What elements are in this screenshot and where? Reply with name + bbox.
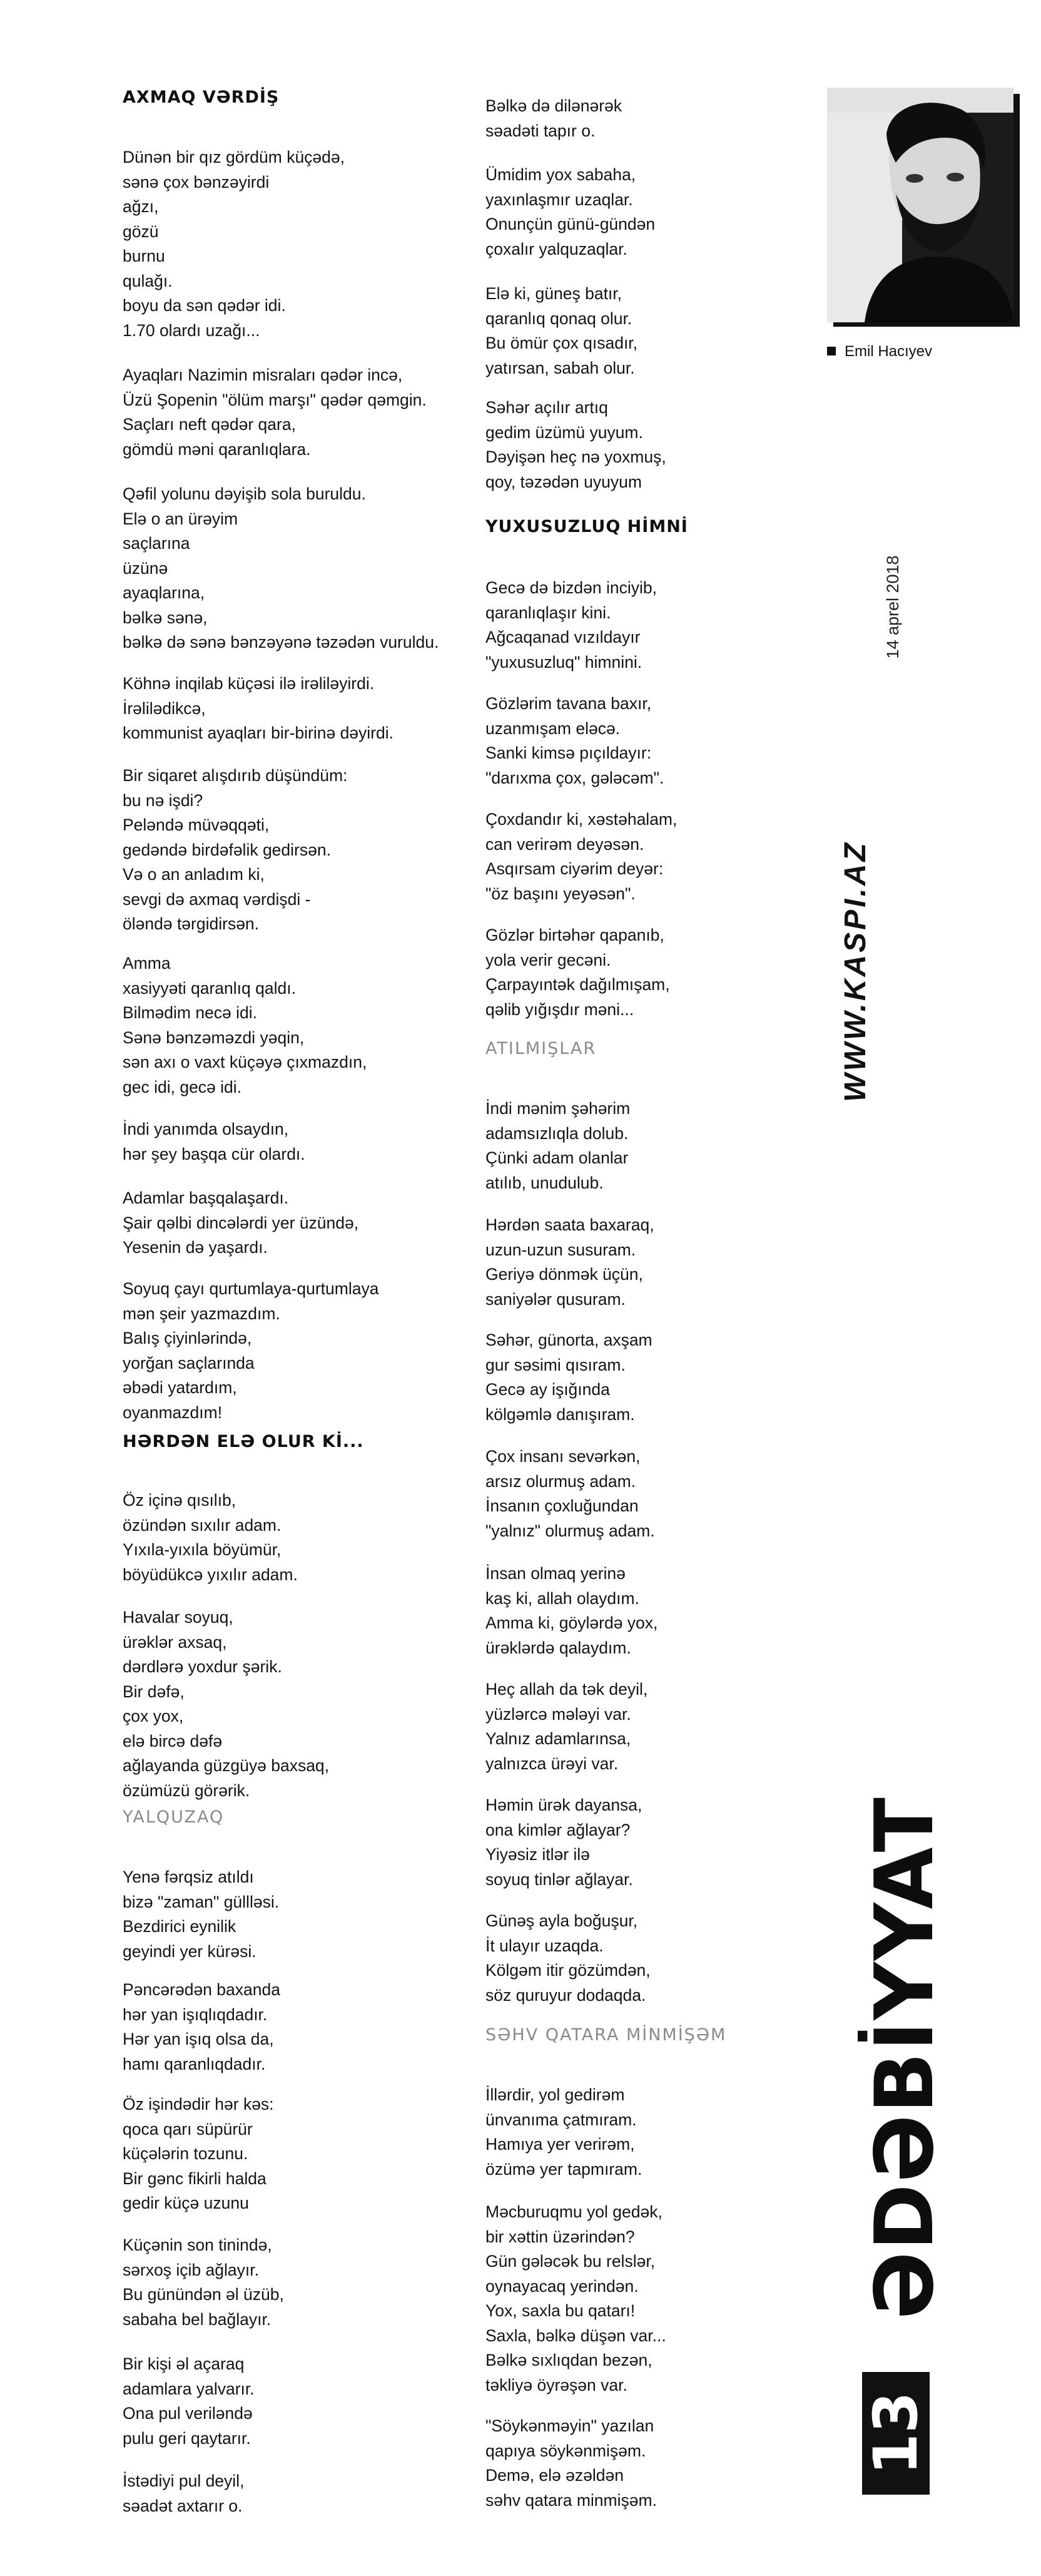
site-url: WWW.KASPI.AZ xyxy=(839,841,872,1102)
poem-line: qoca qarı süpürür xyxy=(123,2119,253,2139)
poem-line: "Söykənməyin" yazılan xyxy=(485,2416,654,2435)
stanza xyxy=(485,1909,651,2008)
poem-line: öləndə tərgidirsən. xyxy=(123,914,260,933)
poem-line: Heç allah da tək deyil, xyxy=(485,1680,648,1699)
poem-line: gözü xyxy=(123,222,159,241)
poem-line: Ayaqları Nazimin misraları qədər incə, xyxy=(123,365,403,384)
poem-line: Dəyişən heç nə yoxmuş, xyxy=(485,447,666,466)
poem-line: kaş ki, allah olaydım. xyxy=(485,1588,639,1608)
poem-line: Gözlərim tavana baxır, xyxy=(485,694,652,713)
poem-line: ağzı, xyxy=(123,197,159,216)
poem-line: Gecə ay işığında xyxy=(485,1380,610,1399)
poem-line: qəlib yığışdır məni... xyxy=(485,999,634,1019)
stanza xyxy=(485,2083,642,2182)
poem-line: Saxla, bəlkə düşən var... xyxy=(485,2326,666,2345)
poem-line: Asqırsam ciyərim deyər: xyxy=(485,859,664,878)
poem-line: qaranlıq qonaq olur. xyxy=(485,309,632,328)
poem-line: bu nə işdi? xyxy=(123,790,203,810)
poem-line: Çox insanı sevərkən, xyxy=(485,1447,641,1466)
poem-line: gedim üzümü yuyum. xyxy=(485,422,643,442)
poem-line: oyanmazdım! xyxy=(123,1403,223,1422)
poem-line: hər şey başqa cür olardı. xyxy=(123,1144,305,1163)
poem-line: kommunist ayaqları bir-birinə dəyirdi. xyxy=(123,723,394,742)
poem-line: qaranlıqlaşır kini. xyxy=(485,603,611,622)
poem-line: Dünən bir qız gördüm küçədə, xyxy=(123,148,345,166)
stanza xyxy=(485,1677,647,1776)
stanza xyxy=(485,692,664,790)
poem-line: özümə yer tapmıram. xyxy=(485,2159,642,2179)
poem-line: Saçları neft qədər qara, xyxy=(123,415,296,434)
section-title: ƏDƏBİYYAT xyxy=(858,1796,952,2320)
poem-line: söz quruyur dodaqda. xyxy=(485,1985,646,2005)
poem-line: Hər yan işıq olsa da, xyxy=(123,2030,274,2048)
poem-line: Bəlkə də dilənərək xyxy=(485,96,622,115)
poem-line: boyu da sən qədər idi. xyxy=(123,296,286,315)
poem-title: AXMAQ VƏRDİŞ xyxy=(123,88,280,107)
author-caption xyxy=(827,343,932,360)
poem-line: üzünə xyxy=(123,558,168,578)
poem-line: hər yan işıqlıqdadır. xyxy=(123,2005,268,2024)
poem-title: SƏHV QATARA MİNMİŞƏM xyxy=(485,2025,727,2045)
stanza xyxy=(123,951,367,1100)
portrait-photo-icon xyxy=(827,88,1013,322)
poem-line: Adamlar başqalaşardı. xyxy=(123,1188,289,1207)
poem-line: uzun-uzun susuram. xyxy=(485,1240,636,1259)
poem-line: gedəndə birdəfəlik gedirsən. xyxy=(123,840,331,859)
poem-line: Bir siqaret alışdırıb düşündüm: xyxy=(123,766,348,785)
stanza xyxy=(485,2414,657,2513)
stanza xyxy=(485,282,637,381)
poem-line: Hərdən saata baxaraq, xyxy=(485,1215,654,1234)
poem-line: atılıb, unudulub. xyxy=(485,1173,604,1192)
poem-line: bizə "zaman" güllləsi. xyxy=(123,1892,280,1911)
poem-line: gec idi, gecə idi. xyxy=(123,1077,242,1096)
stanza xyxy=(123,764,347,937)
poem-line: küçələrin tozunu. xyxy=(123,2144,248,2163)
stanza xyxy=(485,576,657,675)
poem-line: Balış çiyinlərində, xyxy=(123,1329,252,1347)
poem-line: Soyuq çayı qurtumlaya-qurtumlaya xyxy=(123,1279,379,1298)
poem-line: mən şeir yazmazdım. xyxy=(123,1304,280,1323)
stanza xyxy=(123,1186,358,1260)
poem-line: geyindi yer kürəsi. xyxy=(123,1941,256,1961)
stanza xyxy=(485,923,670,1022)
poem-line: Demə, elə əzəldən xyxy=(485,2466,624,2485)
issue-date: 14 aprel 2018 xyxy=(883,555,902,659)
poem-line: Yalnız adamlarınsa, xyxy=(485,1729,631,1748)
poem-line: İndi mənim şəhərim xyxy=(485,1099,631,1118)
poem-line: burnu xyxy=(123,247,165,265)
poem-line: "darıxma çox, gələcəm". xyxy=(485,768,664,787)
poem-title: YUXUSUZLUQ HİMNİ xyxy=(485,517,688,536)
stanza xyxy=(485,1096,630,1195)
poem-line: Həmin ürək dayansa, xyxy=(485,1796,642,1814)
poem-line: təkliyə öyrəşən var. xyxy=(485,2375,627,2395)
author-name: Emil Hacıyev xyxy=(845,343,933,360)
stanza xyxy=(123,2092,274,2216)
poem-line: Hamıya yer verirəm, xyxy=(485,2135,635,2154)
poem-line: Yiyəsiz itlər ilə xyxy=(485,1845,590,1864)
poem-line: hamı qaranlıqdadır. xyxy=(123,2054,266,2073)
poem-line: səadəti tapır o. xyxy=(485,121,596,140)
poem-line: Amma ki, göylərdə yox, xyxy=(485,1613,658,1632)
poem-line: adamlara yalvarır. xyxy=(123,2379,255,2398)
stanza xyxy=(123,482,439,655)
page-number-box xyxy=(862,2372,930,2495)
stanza xyxy=(123,2469,244,2518)
poem-line: sənə çox bənzəyirdi xyxy=(123,172,270,192)
poem-line: Elə ki, güneş batır, xyxy=(485,284,622,303)
page-number: 13 xyxy=(861,2391,931,2475)
poem-line: sən axı o vaxt küçəyə çıxmazdın, xyxy=(123,1053,367,1071)
poem-line: qapıya söykənmişəm. xyxy=(485,2441,646,2460)
poem-line: "yuxusuzluq" himnini. xyxy=(485,652,642,672)
poem-line: Ağcaqanad vızıldayır xyxy=(485,628,641,647)
poem-line: ünvanıma çatmıram. xyxy=(485,2110,637,2129)
poem-line: yatırsan, sabah olur. xyxy=(485,358,635,377)
poem-line: özümüzü görərik. xyxy=(123,1781,250,1800)
poem-line: əbədi yatardım, xyxy=(123,1378,237,1397)
poem-line: gedir küçə uzunu xyxy=(123,2194,249,2212)
poem-line: İnsan olmaq yerinə xyxy=(485,1564,626,1583)
poem-line: ona kimlər ağlayar? xyxy=(485,1820,631,1839)
stanza xyxy=(123,1117,305,1167)
poem-line: Küçənin son tinində, xyxy=(123,2236,272,2254)
poem-line: "yalnız" olurmuş adam. xyxy=(485,1521,655,1540)
poem-line: İrəlilədikcə, xyxy=(123,698,206,718)
poem-title: YALQUZAQ xyxy=(123,1807,225,1827)
poem-line: yorğan saçlarında xyxy=(123,1353,255,1372)
poem-line: Səhər, günorta, axşam xyxy=(485,1331,653,1349)
poem-line: özündən sıxılır adam. xyxy=(123,1515,282,1535)
poem-line: Onunçün günü-gündən xyxy=(485,215,656,233)
poem-line: Öz işindədir hər kəs: xyxy=(123,2095,274,2113)
stanza xyxy=(123,2233,284,2332)
poem-line: Gözlər birtəhər qapanıb, xyxy=(485,926,664,944)
poem-line: Çünki adam olanlar xyxy=(485,1148,629,1167)
poem-line: ayaqlarına, xyxy=(123,583,205,602)
poem-line: adamsızlıqla dolub. xyxy=(485,1123,629,1143)
poem-line: İstədiyi pul deyil, xyxy=(123,2471,245,2490)
poem-line: Bir gənc fikirli halda xyxy=(123,2169,267,2188)
poem-line: qulağı. xyxy=(123,271,173,290)
bullet-square-icon xyxy=(827,347,836,355)
poem-line: Yox, saxla bu qatarı! xyxy=(485,2301,636,2320)
poem-line: xasiyyəti qaranlıq qaldı. xyxy=(123,978,296,998)
stanza xyxy=(123,1978,280,2077)
poem-line: can verirəm deyəsən. xyxy=(485,834,644,854)
poem-line: oynayacaq yerindən. xyxy=(485,2276,639,2296)
poem-line: yüzlərcə mələyi var. xyxy=(485,1704,631,1724)
poem-line: İndi yanımda olsaydın, xyxy=(123,1120,289,1138)
poem-line: yaxınlaşmır uzaqlar. xyxy=(485,190,633,209)
poem-line: saçlarına xyxy=(123,534,190,553)
poem-line: arsız olurmuş adam. xyxy=(485,1471,636,1491)
stanza xyxy=(123,145,345,343)
poem-line: qoy, təzədən uyuyum xyxy=(485,472,642,491)
poem-line: Yıxıla-yıxıla böyümür, xyxy=(123,1540,282,1559)
poem-line: Elə o an ürəyim xyxy=(123,509,238,528)
poem-line: "öz başını yeyəsən". xyxy=(485,884,636,903)
poem-line: Bu günündən əl üzüb, xyxy=(123,2285,284,2304)
poem-line: Sənə bənzəməzdi yəqin, xyxy=(123,1028,305,1047)
poem-line: sevgi də axmaq vərdişdi - xyxy=(123,889,311,909)
poem-line: sabaha bel bağlayır. xyxy=(123,2309,272,2329)
poem-line: Geriyə dönmək üçün, xyxy=(485,1265,643,1284)
poem-line: gömdü məni qaranlıqlara. xyxy=(123,439,311,459)
stanza xyxy=(123,1488,298,1587)
poem-line: Günəş ayla boğuşur, xyxy=(485,1911,638,1930)
poem-line: Yesenin də yaşardı. xyxy=(123,1238,268,1257)
poem-line: Peləndə müvəqqəti, xyxy=(123,815,270,834)
poem-line: Səhər açılır artıq xyxy=(485,398,608,417)
poem-line: saniyələr qusuram. xyxy=(485,1289,626,1309)
poem-line: səadət axtarır o. xyxy=(123,2496,243,2515)
poem-line: Bu ömür çox qısadır, xyxy=(485,334,638,352)
poem-line: Bəlkə sıxlıqdan bezən, xyxy=(485,2351,653,2369)
poem-line: səhv qatara minmişəm. xyxy=(485,2490,657,2510)
poem-line: bir xəttin üzərindən? xyxy=(485,2227,635,2246)
poem-line: Havalar soyuq, xyxy=(123,1608,233,1627)
stanza xyxy=(485,1444,655,1543)
poem-line: ağlayanda güzgüyə baxsaq, xyxy=(123,1756,330,1775)
stanza xyxy=(123,1865,279,1964)
author-photo xyxy=(827,88,1013,322)
poem-line: Yenə fərqsiz atıldı xyxy=(123,1868,254,1886)
poem-line: Gün gələcək bu relslər, xyxy=(485,2252,656,2271)
poem-line: kölgəmlə danışıram. xyxy=(485,1404,635,1424)
poem-line: yola verir gecəni. xyxy=(485,950,611,969)
poem-line: Pəncərədən baxanda xyxy=(123,1980,280,1999)
poem-line: yalnızca ürəyi var. xyxy=(485,1754,619,1773)
poem-line: gur səsimi qısıram. xyxy=(485,1355,626,1374)
poem-line: İt ulayır uzaqda. xyxy=(485,1936,604,1955)
stanza xyxy=(485,94,622,143)
poem-line: uzanmışam eləcə. xyxy=(485,718,621,738)
poem-line: çox yox, xyxy=(123,1707,184,1725)
poem-line: Sanki kimsə pıçıldayır: xyxy=(485,744,652,762)
poem-line: İllərdir, yol gedirəm xyxy=(485,2085,625,2104)
stanza xyxy=(123,1605,329,1803)
poem-line: Şair qəlbi dincələrdi yer üzündə, xyxy=(123,1213,359,1232)
stanza xyxy=(485,396,666,494)
poem-line: Köhnə inqilab küçəsi ilə irəliləyirdi. xyxy=(123,674,375,693)
poem-line: bəlkə də sənə bənzəyənə təzədən vuruldu. xyxy=(123,633,439,652)
poem-line: Bir kişi əl açaraq xyxy=(123,2354,245,2373)
stanza xyxy=(485,1328,653,1427)
poem-line: Ümidim yox sabaha, xyxy=(485,165,636,184)
poem-line: Kölgəm itir gözümdən, xyxy=(485,1961,651,1980)
poem-line: bəlkə sənə, xyxy=(123,608,208,627)
poem-line: Çoxdandır ki, xəstəhalam, xyxy=(485,810,678,829)
stanza xyxy=(485,807,677,906)
poem-line: Çarpayıntək dağılmışam, xyxy=(485,975,670,994)
stanza xyxy=(485,163,655,262)
stanza xyxy=(485,1793,642,1892)
stanza xyxy=(485,1213,654,1312)
stanza xyxy=(485,1561,658,1660)
stanza xyxy=(123,2352,255,2451)
poem-line: ürəklər axsaq, xyxy=(123,1632,227,1652)
poem-line: sərxoş içib ağlayır. xyxy=(123,2260,259,2279)
poem-line: Gecə də bizdən inciyib, xyxy=(485,578,657,597)
poem-line: Bilmədim necə idi. xyxy=(123,1003,258,1022)
poem-line: Məcburuqmu yol gedək, xyxy=(485,2202,663,2221)
poem-line: soyuq tinlər ağlayar. xyxy=(485,1869,633,1889)
poem-line: dərdlərə yoxdur şərik. xyxy=(123,1657,282,1676)
poem-line: Ona pul veriləndə xyxy=(123,2404,253,2423)
poem-line: İnsanın çoxluğundan xyxy=(485,1496,639,1515)
poem-line: 1.70 olardı uzağı... xyxy=(123,320,260,340)
poem-line: çoxalır yalquzaqlar. xyxy=(485,239,627,258)
poem-line: Və o an anladım ki, xyxy=(123,865,265,884)
sidebar xyxy=(815,0,1041,2576)
stanza xyxy=(123,363,427,462)
poem-line: Qəfil yolunu dəyişib sola buruldu. xyxy=(123,484,366,503)
poem-line: Amma xyxy=(123,954,171,973)
poem-title: HƏRDƏN ELƏ OLUR Kİ... xyxy=(123,1432,364,1451)
poem-title: ATILMIŞLAR xyxy=(485,1039,597,1058)
stanza xyxy=(485,2200,666,2398)
poem-line: Üzü Şopenin "ölüm marşı" qədər qəmgin. xyxy=(123,390,427,409)
poem-line: Bezdirici eynilik xyxy=(123,1917,236,1936)
stanza xyxy=(123,672,394,746)
stanza xyxy=(123,1277,378,1425)
poem-line: ürəklərdə qalaydım. xyxy=(485,1638,631,1657)
poem-line: elə bircə dəfə xyxy=(123,1731,223,1751)
poem-line: pulu geri qaytarır. xyxy=(123,2428,251,2448)
poem-line: böyüdükcə yıxılır adam. xyxy=(123,1565,298,1584)
poem-line: Öz içinə qısılıb, xyxy=(123,1491,236,1510)
poem-line: Bir dəfə, xyxy=(123,1682,185,1701)
